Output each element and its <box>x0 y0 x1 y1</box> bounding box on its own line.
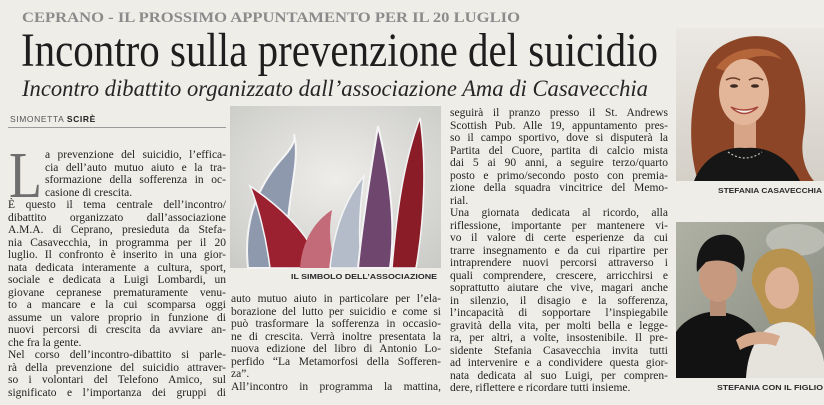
right-column-line: dere, riflettere e ricordare tutti insieme. <box>450 382 631 394</box>
subheadline-text: Incontro dibattito organizzato dall’associazione Ama di Casavecchia <box>21 76 649 101</box>
right-column-line: riflessione, importante per mantenere vi- <box>450 219 668 232</box>
right-column-line: vo il valore di certe esperienze da cui <box>450 232 668 244</box>
left-column-line: che fra la gente. <box>8 336 82 349</box>
left-column-line: A.M.A. di Ceprano, presieduta da Stefa- <box>8 224 226 236</box>
middle-column-line: ne di crescita. Verrà inoltre presentata la <box>231 330 441 343</box>
left-column-line: so i volontari del Telefono Amico, sul <box>8 374 226 386</box>
right-column-line: Partita del Cuore, partita di calcio mista <box>450 144 668 157</box>
middle-column-line: za”. <box>231 368 250 380</box>
kicker-text: CEPRANO - IL PROSSIMO APPUNTAMENTO PER IL 20 LUGLIO <box>22 10 520 26</box>
right-column-line: trarre insegnamento e da cui ripartire per <box>450 244 668 257</box>
left-column-line: giovane cepranese prematuramente venu- <box>8 286 226 299</box>
headline <box>0 26 670 76</box>
byline <box>8 111 226 128</box>
left-column-line: È questo il tema centrale dell’incontro/ <box>8 199 226 211</box>
family-caption <box>676 381 824 393</box>
right-column-line: nata dedicata al suo Luigi, per compren- <box>450 369 668 382</box>
middle-column <box>231 293 441 394</box>
left-column-line: sociale e dedicata a Luigi Lombardi, un <box>8 274 226 286</box>
association-symbol-image <box>230 106 441 268</box>
right-column-line: dai 5 ai 90 anni, a seguire terzo/quarto <box>450 157 668 169</box>
drop-cap-letter: L <box>9 139 42 212</box>
right-column-line: gravità della vita, per molti bella e legge- <box>450 319 668 332</box>
left-column-line: nata dedicata interamente a cultura, sport, <box>8 261 226 274</box>
association-symbol-caption-text: IL SIMBOLO DELL’ASSOCIAZIONE <box>291 272 437 281</box>
middle-column-line: nuova edizione del libro di Antonio Lo- <box>231 343 441 355</box>
right-column-line: posto e primo/secondo posto con premia- <box>450 169 668 182</box>
right-column-line: Scottish Pub. Alle 19, appuntamento pres- <box>450 119 668 132</box>
left-column-line: assume un valore proprio in funzione di <box>8 311 226 324</box>
right-column-line: in silenzio, il disagio e la sofferenza, <box>450 294 668 307</box>
left-column-line: significato e l’importanza dei gruppi di <box>8 386 226 399</box>
association-symbol-caption <box>230 270 441 282</box>
right-column-line: soprattutto aiutare che vive, magari anche <box>450 282 668 294</box>
left-column-line: a prevenzione del suicidio, l’effica- <box>45 149 226 161</box>
headline-text: Incontro sulla prevenzione del suicidio <box>21 24 658 77</box>
family-caption-text: STEFANIA CON IL FIGLIO <box>717 383 824 392</box>
right-column-line: sidente Stefania Casavecchia invita tutti <box>450 344 668 357</box>
byline-first-name: SIMONETTA <box>10 114 64 124</box>
left-column-line: dibattito organizzato dall’associazione <box>8 211 226 224</box>
right-column-line: ra, per altri, a volte, insostenibile. Il pre- <box>450 332 668 344</box>
byline-last-name: SCIRÈ <box>66 114 96 124</box>
left-column-line: sformazione della sofferenza in oc- <box>45 174 226 186</box>
right-column-line: zione della squadra vincitrice del Memo- <box>450 182 668 194</box>
portrait-right-eye <box>751 84 759 88</box>
middle-column-line: All’incontro in programma la mattina, <box>231 380 441 393</box>
left-column-line: Nel corso dell’incontro-dibattito si parle- <box>8 349 226 361</box>
right-column-line: l’incapacità di sopportare l’inspiegabile <box>450 307 668 319</box>
left-column-line: to a mancare e la cui scomparsa oggi <box>8 299 226 311</box>
family-photo <box>676 222 824 378</box>
portrait-left-eye <box>730 84 738 88</box>
right-column-line: rial. <box>450 194 469 207</box>
left-column-line: casione di crescita. <box>45 186 133 199</box>
portrait-caption <box>676 184 824 196</box>
portrait-photo <box>676 28 824 181</box>
left-column-line: luglio. Il confronto è inserito in una gior- <box>8 249 226 261</box>
left-column <box>8 139 226 400</box>
left-column-line: nia Casavecchia, in programma per il 20 <box>8 236 226 249</box>
left-column-line: cia dell’auto mutuo aiuto e la tra- <box>45 161 226 174</box>
right-column-line: ad intervenire e a condividere questa gior- <box>450 357 668 369</box>
right-column-line: so il campo sportivo, dove si disputerà la <box>450 132 668 144</box>
middle-column-line: auto mutuo aiuto in particolare per l’ela- <box>231 293 441 305</box>
subheadline <box>0 74 670 104</box>
right-column-line: seguirà il pranzo presso il St. Andrews <box>450 107 668 119</box>
portrait-caption-text: STEFANIA CASAVECCHIA <box>718 186 823 195</box>
middle-column-line: può trasformare la sofferenza in occasio- <box>231 318 441 330</box>
middle-column-line: borazione del lutto per suicidio e come si <box>231 305 441 318</box>
left-column-line: nuovi percorsi di crescita da avviare an- <box>8 324 226 336</box>
left-column-line: rà della prevenzione del suicidio attraver- <box>8 361 226 374</box>
right-column-line: intraprendere nuovi percorsi attraverso i <box>450 257 668 269</box>
mother-face <box>765 267 799 309</box>
right-column-line: Una giornata dedicata al ricordo, alla <box>450 207 668 219</box>
right-column <box>450 107 668 395</box>
portrait-face <box>719 59 769 125</box>
right-column-line: quali comprendere, crescere, arricchirsi e <box>450 269 668 282</box>
drop-cap <box>8 139 44 212</box>
middle-column-line: perfido “La Metamorfosi della Sofferen- <box>231 355 441 368</box>
